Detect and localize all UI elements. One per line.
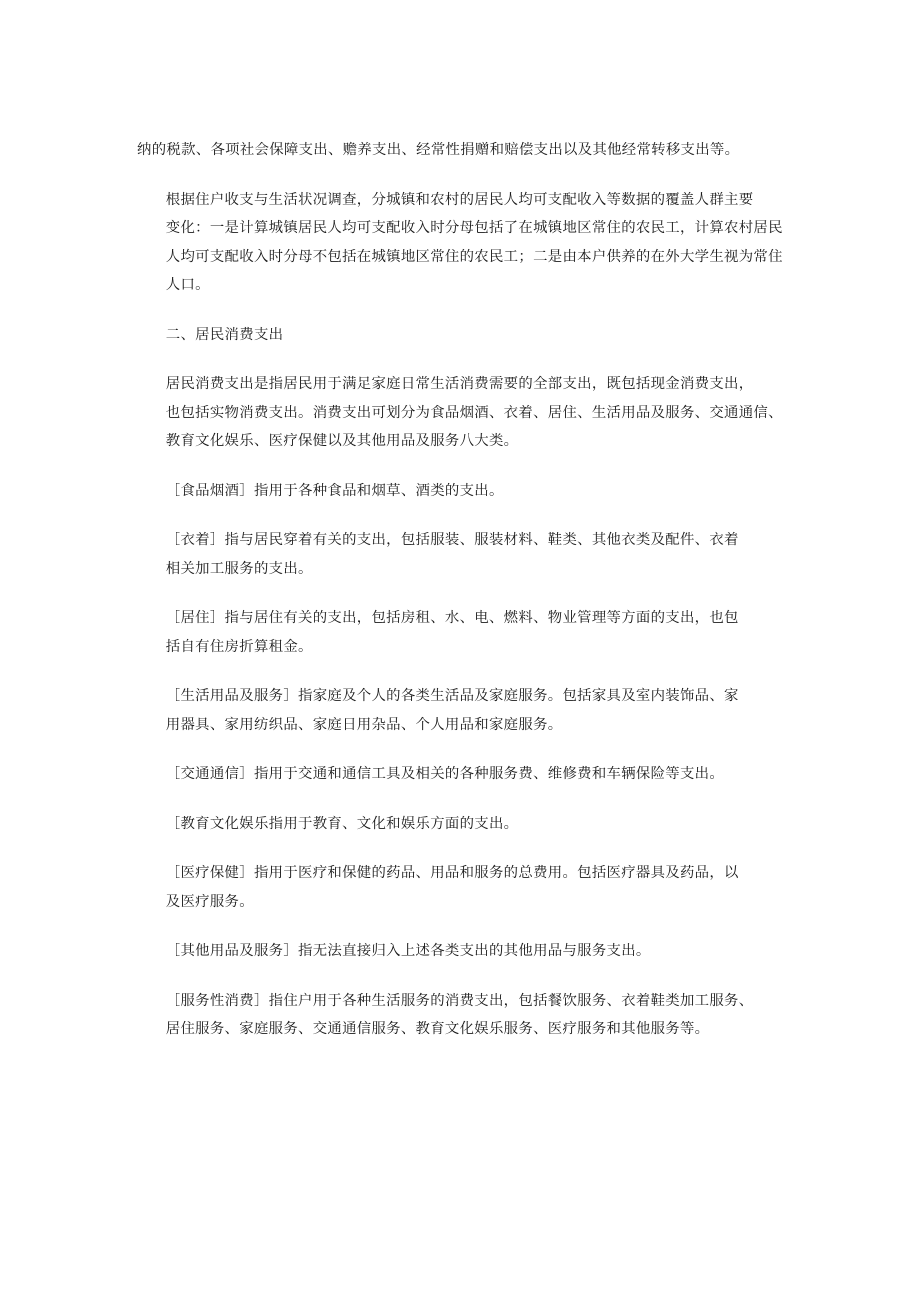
text-line: 及医疗服务。 [165,893,254,910]
text-line: ［食品烟酒］指用于各种食品和烟草、酒类的支出。 [165,482,504,499]
text-line: ［居住］指与居住有关的支出，包括房租、水、电、燃料、物业管理等方面的支出，也包 [165,610,739,626]
paragraph [137,526,783,583]
text-line: ［交通通信］指用于交通和通信工具及相关的各种服务费、维修费和车辆保险等支出。 [165,766,725,782]
text-line: ［医疗保健］指用于医疗和保健的药品、用品和服务的总费用。包括医疗器具及药品，以 [165,865,739,881]
text-line: ［衣着］指与居民穿着有关的支出，包括服装、服装材料、鞋类、其他衣类及配件、衣着 [165,532,739,548]
text-line: ［生活用品及服务］指家庭及个人的各类生活品及家庭服务。包括家具及室内装饰品、家 [165,688,739,704]
text-line: 居住服务、家庭服务、交通通信服务、教育文化娱乐服务、医疗服务和其他服务等。 [165,1021,710,1037]
paragraph [137,810,783,839]
text-line: 纳的税款、各项社会保障支出、赡养支出、经常性捐赠和赔偿支出以及其他经常转移支出等。 [137,142,740,158]
text-line: ［教育文化娱乐指用于教育、文化和娱乐方面的支出。 [165,815,519,832]
text-line: ［服务性消费］指住户用于各种生活服务的消费支出，包括餐饮服务、衣着鞋类加工服务、 [165,992,754,1009]
paragraph [137,859,783,916]
text-line: 人均可支配收入时分母不包括在城镇地区常住的农民工；二是由本户供养的在外大学生视为常住 [165,248,783,265]
section-heading [137,321,783,350]
text-line: ［其他用品及服务］指无法直接归入上述各类支出的其他用品与服务支出。 [165,943,651,959]
paragraph [137,186,783,300]
text-line: 二、居民消费支出 [165,326,284,343]
paragraph [137,937,783,966]
text-line: 教育文化娱乐、医疗保健以及其他用品及服务八大类。 [165,433,519,449]
paragraph [137,760,783,789]
text-line: 人口。 [165,277,210,293]
paragraph [137,987,783,1044]
paragraph [137,136,783,165]
text-line: 变化：一是计算城镇居民人均可支配收入时分母包括了在城镇地区常住的农民工，计算农村居民 [165,220,783,236]
paragraph [137,682,783,739]
paragraph [137,370,783,456]
text-line: 用器具、家用纺织品、家庭日用杂品、个人用品和家庭服务。 [165,716,563,733]
text-line: 括自有住房折算租金。 [165,638,313,655]
paragraph [137,477,783,506]
text-line: 相关加工服务的支出。 [165,560,313,577]
text-line: 根据住户收支与生活状况调查，分城镇和农村的居民人均可支配收入等数据的覆盖人群主要 [165,191,754,208]
document-page [137,136,783,1065]
text-line: 居民消费支出是指居民用于满足家庭日常生活消费需要的全部支出，既包括现金消费支出， [165,376,754,392]
text-line: 也包括实物消费支出。消费支出可划分为食品烟酒、衣着、居住、生活用品及服务、交通通信、 [165,404,783,421]
paragraph [137,604,783,661]
